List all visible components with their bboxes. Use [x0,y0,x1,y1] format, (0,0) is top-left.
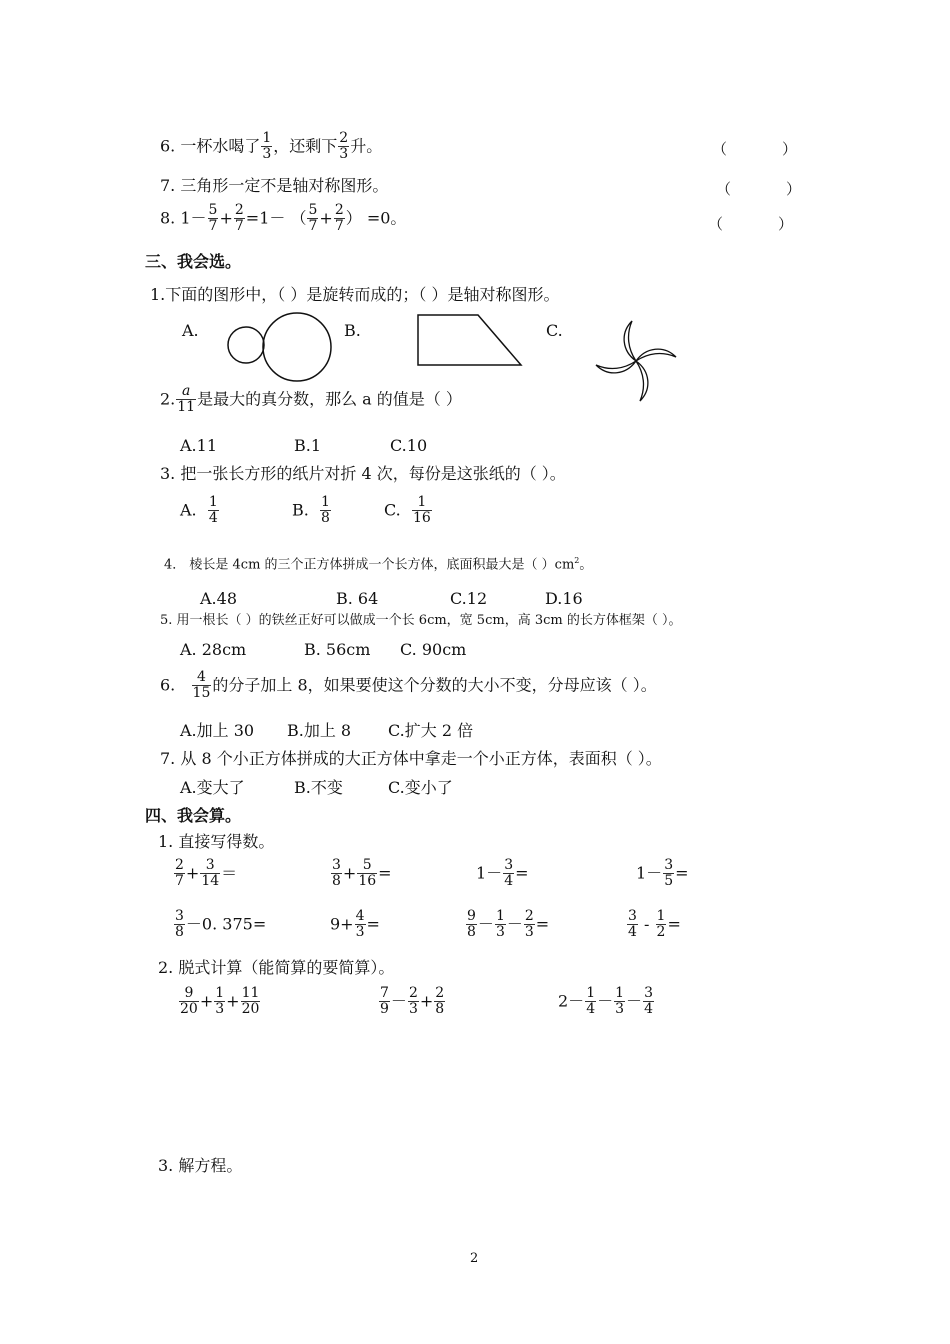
fraction: $\frac{1}{8}$ [321,494,330,527]
s3-q5-option-c: C. 90cm [400,640,467,659]
s3-q6-option-c: C.扩大 2 倍 [388,721,474,740]
page-number: 2 [470,1251,479,1266]
pinwheel-figure [588,314,686,408]
s3-q4-option-c: C.12 [450,589,488,608]
calc-e2: $\frac{3}{8}$ + $\frac{5}{16}$ = [332,857,392,890]
s4-sub1: 1. 直接写得数。 [158,832,275,851]
s3-q1: 1.下面的图形中，（ ）是旋转而成的；（ ）是轴对称图形。 [150,285,560,304]
judge-q8: 8. 1－ $\frac{5}{7}$ + $\frac{2}{7}$ =1－ （ $\frac{5}{7}$ + $\frac{2}{7}$ ） =0。 [160,202,407,235]
fraction: $\frac{2}{3}$ [408,985,418,1018]
section-3-title: 三、我会选。 [145,252,242,271]
fraction: $\frac{a}{11}$ [177,383,196,416]
calc-e4: 1－ $\frac{3}{5}$ = [636,857,689,890]
s3-q5-option-b: B. 56cm [304,640,371,659]
calc-e7: $\frac{9}{8}$ － $\frac{1}{3}$ － $\frac{2}{3}$ = [467,908,550,941]
fraction: $\frac{5}{7}$ [208,202,218,235]
trapezoid-figure [416,313,526,369]
calc-e3: 1－ $\frac{3}{4}$ = [476,857,529,890]
fraction: $\frac{4}{3}$ [355,908,365,941]
s3-q4: 4． 棱长是 4cm 的三个正方体拼成一个长方体，底面积最大是（ ）$cm^2$。 [164,556,593,573]
calc-e1: $\frac{2}{7}$ + $\frac{3}{14}$ ＝ [175,857,238,890]
fraction: $\frac{1}{3}$ [215,985,225,1018]
fraction: $\frac{3}{8}$ [175,908,184,941]
fraction: $\frac{3}{4}$ [644,985,653,1018]
calc-c2: $\frac{7}{9}$ － $\frac{2}{3}$ + $\frac{2}{8}$ [380,985,445,1018]
s3-q1-option-b: B. [344,321,361,340]
s3-q5-option-a: A. 28cm [180,640,247,659]
fraction: $\frac{5}{16}$ [358,857,377,890]
fraction: $\frac{3}{4}$ [628,908,637,941]
s4-sub3: 3. 解方程。 [158,1156,243,1175]
answer-paren-close: ） [786,180,802,198]
s3-q4-option-d: D.16 [545,589,583,608]
s3-q1-option-c: C. [546,321,563,340]
fraction: $\frac{3}{4}$ [504,857,514,890]
fraction: $\frac{3}{5}$ [664,857,674,890]
calc-e5: $\frac{3}{8}$ －0. 375= [175,908,267,941]
fraction: $\frac{2}{7}$ [334,202,344,235]
judge-q7: 7. 三角形一定不是轴对称图形。 [160,176,389,195]
s3-q3-option-a: A. $\frac{1}{4}$ [180,494,218,527]
s3-q7-option-c: C.变小了 [388,778,453,797]
fraction: $\frac{1}{3}$ [262,130,272,163]
fraction: $\frac{1}{3}$ [495,908,505,941]
s4-sub2: 2. 脱式计算（能简算的要简算）。 [158,958,395,977]
s3-q2-option-b: B.1 [294,436,322,455]
answer-paren-close: ） [778,215,794,233]
s3-q2-option-c: C.10 [390,436,428,455]
fraction: $\frac{9}{20}$ [180,985,198,1018]
fraction: $\frac{2}{8}$ [435,985,445,1018]
s3-q6: 6. $\frac{4}{15}$ 的分子加上 8，如果要使这个分数的大小不变，分母应该（ ）。 [160,669,657,702]
judge-q6: 6. 一杯水喝了 $\frac{1}{3}$ ，还剩下 $\frac{2}{3}$ 升。 [160,130,383,163]
fraction: $\frac{2}{3}$ [339,130,349,163]
fraction: $\frac{2}{7}$ [175,857,184,890]
fraction: $\frac{9}{8}$ [467,908,476,941]
s3-q4-option-b: B. 64 [336,589,379,608]
s3-q5: 5. 用一根长（ ）的铁丝正好可以做成一个长 6cm，宽 5cm，高 3cm 的长方体框架（ ）。 [160,613,682,628]
fraction: $\frac{11}{20}$ [241,985,260,1018]
s3-q3: 3. 把一张长方形的纸片对折 4 次，每份是这张纸的（ ）。 [160,464,566,483]
answer-paren-open: （ [712,140,728,158]
s3-q2: 2. $\frac{a}{11}$ 是最大的真分数，那么 a 的值是（ ） [160,383,462,416]
s3-q4-option-a: A.48 [200,589,237,608]
fraction: $\frac{3}{14}$ [201,857,220,890]
fraction: $\frac{2}{7}$ [234,202,244,235]
section-4-title: 四、我会算。 [145,806,242,825]
calc-c3: 2－ $\frac{1}{4}$ － $\frac{1}{3}$ － $\frac{3}{4}$ [558,985,653,1018]
s3-q7-option-b: B.不变 [294,778,343,797]
fraction: $\frac{5}{7}$ [308,202,318,235]
answer-paren-open: （ [716,180,732,198]
calc-e6: 9+ $\frac{4}{3}$ = [330,908,380,941]
s3-q7: 7. 从 8 个小正方体拼成的大正方体中拿走一个小正方体，表面积（ ）。 [160,749,662,768]
two-circles-figure [225,312,335,384]
fraction: $\frac{1}{16}$ [412,494,431,527]
s3-q7-option-a: A.变大了 [180,778,245,797]
fraction: $\frac{1}{2}$ [656,908,666,941]
s3-q6-option-b: B.加上 8 [287,721,352,740]
fraction: $\frac{1}{3}$ [615,985,625,1018]
s3-q3-option-c: C. $\frac{1}{16}$ [384,494,431,527]
s3-q3-option-b: B. $\frac{1}{8}$ [292,494,330,527]
fraction: $\frac{7}{9}$ [380,985,389,1018]
fraction: $\frac{2}{3}$ [524,908,534,941]
fraction: $\frac{4}{15}$ [192,669,211,702]
fraction: $\frac{1}{4}$ [208,494,218,527]
answer-paren-open: （ [708,215,724,233]
s3-q1-option-a: A. [182,321,199,340]
calc-e8: $\frac{3}{4}$ - $\frac{1}{2}$ = [628,908,681,941]
answer-paren-close: ） [782,140,798,158]
s3-q2-option-a: A.11 [180,436,217,455]
fraction: $\frac{1}{4}$ [586,985,596,1018]
fraction: $\frac{3}{8}$ [332,857,341,890]
s3-q6-option-a: A.加上 30 [180,721,255,740]
calc-c1: $\frac{9}{20}$ + $\frac{1}{3}$ + $\frac{11}{20}$ [180,985,260,1018]
